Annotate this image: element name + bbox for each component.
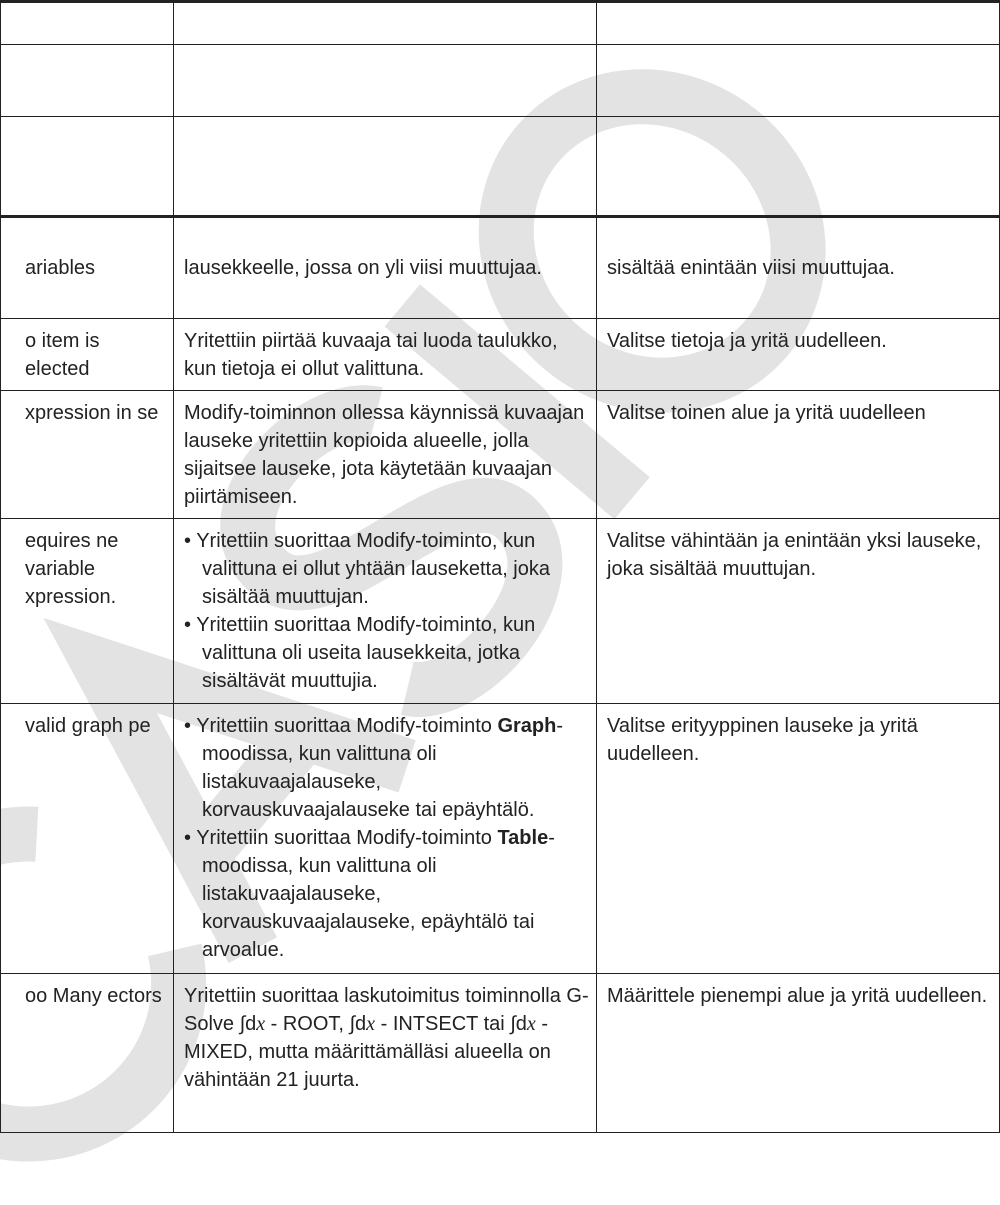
text: - ROOT, bbox=[265, 1013, 350, 1035]
table-row bbox=[1, 391, 1000, 519]
meaning-cell: lausekkeelle, jossa on yli viisi muuttujaa. bbox=[174, 217, 597, 319]
table-row bbox=[1, 319, 1000, 391]
message-cell bbox=[1, 117, 174, 217]
text: - MIXED, mutta määrittämälläsi alueella on vähintään 21 juurta. bbox=[184, 1013, 551, 1091]
meaning-cell bbox=[174, 2, 597, 45]
bullet-item: • Yritettiin suorittaa Modify-toiminto, kun valittuna ei ollut yhtään lauseketta, joka sisältää muuttujan. bbox=[184, 527, 592, 611]
text: -moodissa, kun valittuna oli listakuvaajalauseke, korvauskuvaajalauseke tai epäyhtälö. bbox=[202, 715, 564, 821]
message-cell bbox=[1, 45, 174, 117]
message-cell bbox=[1, 2, 174, 45]
integral-symbol: ∫d bbox=[349, 1013, 367, 1035]
table-row bbox=[1, 217, 1000, 319]
table-row bbox=[1, 117, 1000, 217]
countermeasure-cell: sisältää enintään viisi muuttujaa. bbox=[597, 217, 1000, 319]
countermeasure-cell bbox=[597, 45, 1000, 117]
countermeasure-cell: Valitse vähintään ja enintään yksi lauseke, joka sisältää muuttujan. bbox=[597, 519, 1000, 704]
table-row bbox=[1, 974, 1000, 1133]
meaning-cell: Yritettiin piirtää kuvaaja tai luoda taulukko, kun tietoja ei ollut valittuna. bbox=[174, 319, 597, 391]
bullet-item: • Yritettiin suorittaa Modify-toiminto, kun valittuna oli useita lausekkeita, jotka sisältävät muuttujia. bbox=[184, 611, 592, 695]
table-row bbox=[1, 704, 1000, 974]
countermeasure-cell: Valitse toinen alue ja yritä uudelleen bbox=[597, 391, 1000, 519]
meaning-cell bbox=[174, 519, 597, 704]
message-cell: xpression in se bbox=[1, 391, 174, 519]
meaning-cell bbox=[174, 45, 597, 117]
text: Yritettiin suorittaa Modify-toiminto bbox=[196, 827, 498, 849]
text: Yritettiin suorittaa Modify-toiminto bbox=[196, 715, 498, 737]
math-var: x bbox=[526, 1013, 536, 1035]
countermeasure-cell bbox=[597, 117, 1000, 217]
text: - INTSECT tai bbox=[375, 1013, 511, 1035]
message-cell: valid graph pe bbox=[1, 704, 174, 974]
message-cell: o item is elected bbox=[1, 319, 174, 391]
mode-name: Graph bbox=[497, 715, 557, 737]
meaning-cell bbox=[174, 974, 597, 1133]
countermeasure-cell: Määrittele pienempi alue ja yritä uudelleen. bbox=[597, 974, 1000, 1133]
bullet-item bbox=[184, 712, 592, 824]
table-row bbox=[1, 2, 1000, 45]
bullet-list bbox=[184, 712, 592, 964]
bullet-item bbox=[184, 824, 592, 964]
countermeasure-cell: Valitse tietoja ja yritä uudelleen. bbox=[597, 319, 1000, 391]
bullet-list bbox=[184, 527, 592, 695]
math-var: x bbox=[256, 1013, 266, 1035]
message-cell: equires ne variable xpression. bbox=[1, 519, 174, 704]
meaning-cell bbox=[174, 704, 597, 974]
countermeasure-cell: Valitse erityyppinen lauseke ja yritä uudelleen. bbox=[597, 704, 1000, 974]
text: Yritettiin suorittaa laskutoimitus toiminnolla G-Solve bbox=[184, 985, 589, 1035]
integral-symbol: ∫d bbox=[510, 1013, 527, 1035]
message-cell: oo Many ectors bbox=[1, 974, 174, 1133]
math-var: x bbox=[366, 1013, 376, 1035]
integral-symbol: ∫d bbox=[239, 1013, 257, 1035]
meaning-cell: Modify-toiminnon ollessa käynnissä kuvaajan lauseke yritettiin kopioida alueelle, jolla sijaitsee lauseke, jota käytetään kuvaajan piirtämiseen. bbox=[174, 391, 597, 519]
message-cell: ariables bbox=[1, 217, 174, 319]
text: -moodissa, kun valittuna oli listakuvaajalauseke, korvauskuvaajalauseke, epäyhtälö tai arvoalue. bbox=[202, 827, 555, 961]
table-row bbox=[1, 519, 1000, 704]
mode-name: Table bbox=[497, 827, 549, 849]
countermeasure-cell bbox=[597, 2, 1000, 45]
table-row bbox=[1, 45, 1000, 117]
meaning-cell bbox=[174, 117, 597, 217]
